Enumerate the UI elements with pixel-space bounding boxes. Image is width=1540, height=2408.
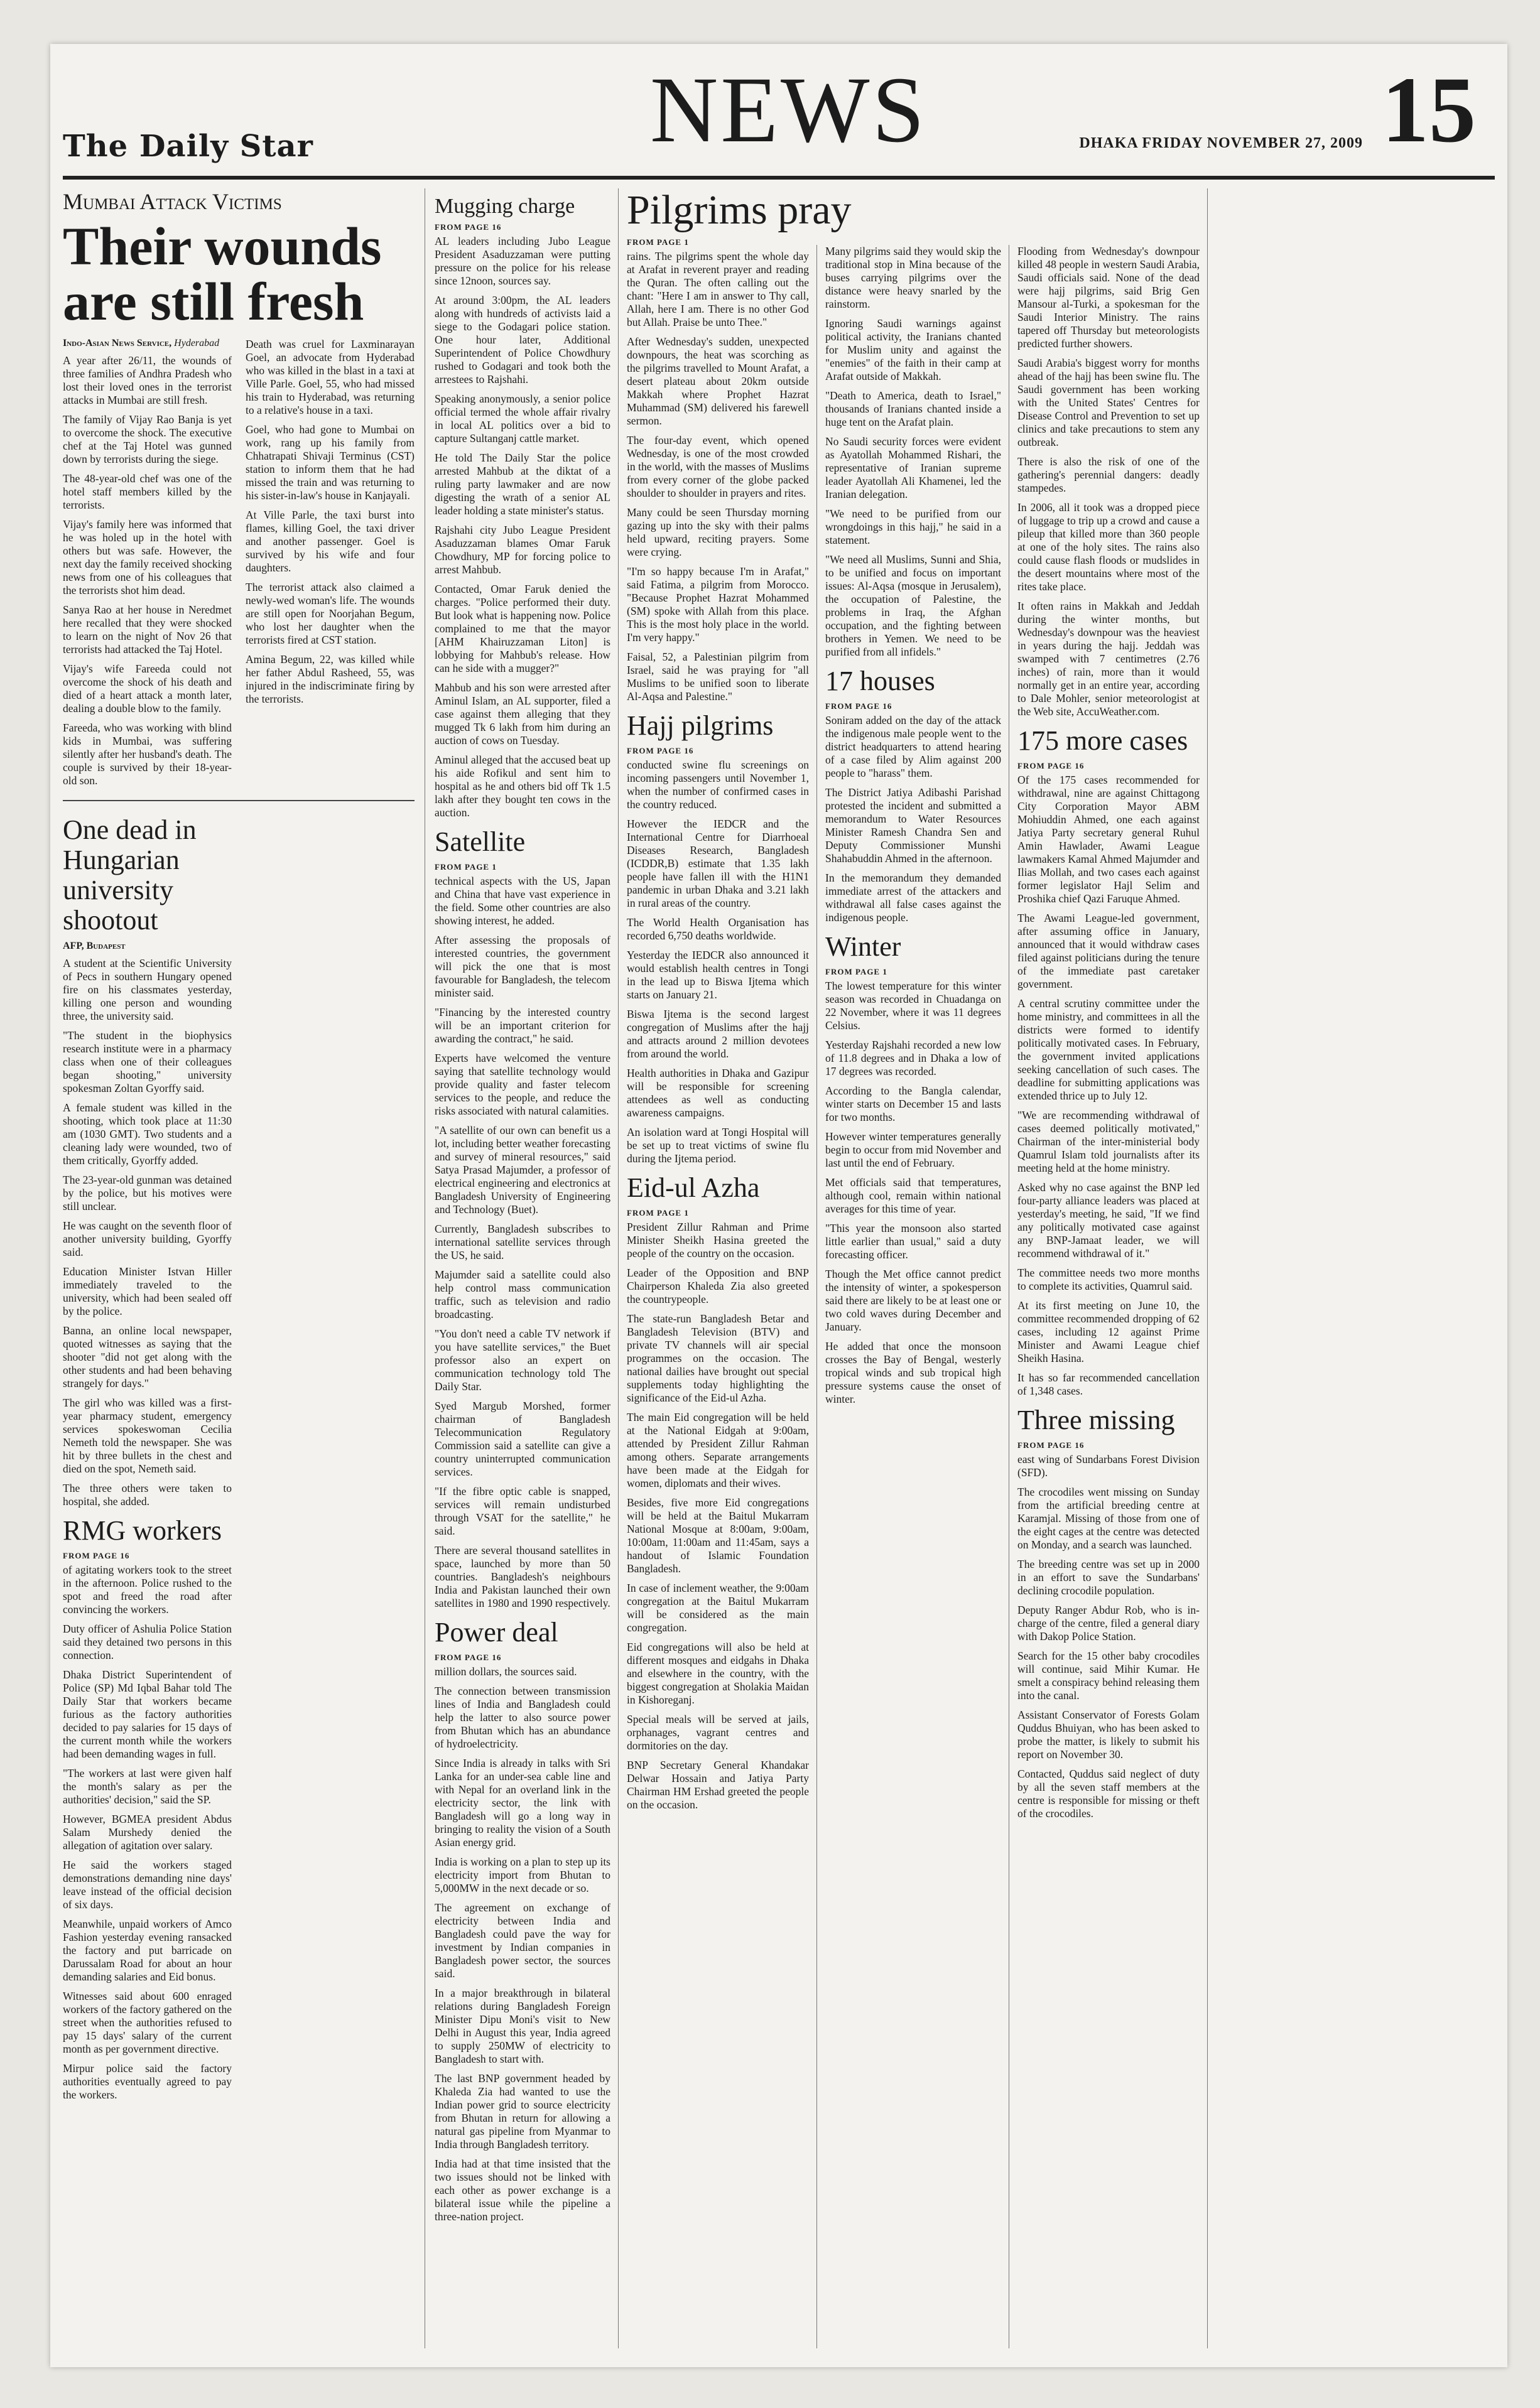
paragraph: The girl who was killed was a first-year pharmacy student, emergency services spokeswoman Cecilia Nemeth told the newspaper. She was hit by three bullets in the chest and died on the spot, Nemeth said. — [63, 1396, 232, 1475]
paragraph: of agitating workers took to the street in the afternoon. Police rushed to the spot and freed the road after convincing the workers. — [63, 1563, 232, 1616]
paragraph: The three others were taken to hospital, she added. — [63, 1482, 232, 1508]
from-page: FROM PAGE 16 — [627, 746, 694, 755]
paragraph: An isolation ward at Tongi Hospital will be set up to treat victims of swine flu during the Ijtema period. — [627, 1126, 809, 1165]
paragraph: At around 3:00pm, the AL leaders along with hundreds of activists laid a siege to the Godagari police station. One hour later, Additional Superintendent of Police Chowdhury rushed to Godagari and took both the arrestees to Rajshahi. — [435, 294, 610, 386]
paragraph: "We are recommending withdrawal of cases deemed politically motivated," Chairman of the inter-ministerial body Quamrul Islam told journalists after its meeting held at the home ministry. — [1017, 1109, 1200, 1174]
paragraph: Flooding from Wednesday's downpour killed 48 people in western Saudi Arabia, Saudi officials said. None of the dead were hajj pilgrims, said Brig Gen Mansour al-Turki, a spokesman for the Saudi Interior Ministry. The rains tapered off Thursday but meteorologists predicted further showers. — [1017, 245, 1200, 350]
paragraph: However winter temperatures generally begin to occur from mid November and last until the end of February. — [825, 1130, 1001, 1169]
paragraph: The main Eid congregation will be held at the National Eidgah at 9:00am, attended by President Zillur Rahman among others. Separate arrangements have been made at the Eidgah for women, diplomats and their wives. — [627, 1411, 809, 1489]
paragraph: Witnesses said about 600 enraged workers of the factory gathered on the street when the authorities refused to pay 15 days' salary of the current month as per government directive. — [63, 1990, 232, 2055]
paragraph: In the memorandum they demanded immediate arrest of the attackers and withdrawal all false cases against the indigenous people. — [825, 872, 1001, 924]
paragraph: The 48-year-old chef was one of the hotel staff members killed by the terrorists. — [63, 472, 232, 511]
paragraph: Special meals will be served at jails, orphanages, vagrant centres and dormitories on the day. — [627, 1713, 809, 1752]
dateline: DHAKA FRIDAY NOVEMBER 27, 2009 — [1079, 135, 1363, 151]
paragraph: Sanya Rao at her house in Neredmet here recalled that they were shocked to learn on the night of Nov 26 that terrorists had attacked the Taj Hotel. — [63, 603, 232, 656]
article-headline: One dead in Hungarian university shootout — [63, 814, 197, 936]
paragraph: The family of Vijay Rao Banja is yet to overcome the shock. The executive chef at the Taj Hotel was gunned down by terrorists during the siege. — [63, 413, 232, 465]
article-kicker: Mumbai Attack Victims — [63, 189, 282, 214]
paragraph: Search for the 15 other baby crocodiles will continue, said Mihir Kumar. He smelt a conspiracy behind releasing them into the canal. — [1017, 1649, 1200, 1702]
paragraph: Leader of the Opposition and BNP Chairperson Khaleda Zia also greeted the countrypeople. — [627, 1266, 809, 1305]
article-headline: Three missing — [1017, 1405, 1175, 1435]
paragraph: The Awami League-led government, after assuming office in January, announced that it would withdraw cases filed against politicians during the tenure of the immediate past caretaker government. — [1017, 912, 1200, 990]
paragraph: Many pilgrims said they would skip the traditional stop in Mina because of the buses carrying pilgrims over the distance were heavy snarled by the rainstorm. — [825, 245, 1001, 310]
paragraph: There is also the risk of one of the gathering's perennial dangers: deadly stampedes. — [1017, 455, 1200, 494]
paragraph: "This year the monsoon also started little earlier than usual," said a duty forecasting officer. — [825, 1222, 1001, 1261]
paragraph: Contacted, Omar Faruk denied the charges. "Police performed their duty. But look what is happening now. Police complained to me that the mayor [AHM Khairuzzaman Liton] is lobbying for Mahbub's release. How can he side with a mugger?" — [435, 583, 610, 674]
from-page: FROM PAGE 1 — [435, 862, 497, 872]
paragraph: Though the Met office cannot predict the intensity of winter, a spokesperson said there are likely to be at least one or two cold waves during December and January. — [825, 1268, 1001, 1333]
paragraph: east wing of Sundarbans Forest Division (SFD). — [1017, 1453, 1200, 1479]
paragraph: Faisal, 52, a Palestinian pilgrim from Israel, said he was praying for "all Muslims to be unified soon to liberate Al-Aqsa and Palestine." — [627, 651, 809, 703]
paragraph: Majumder said a satellite could also help control mass communication traffic, such as television and radio broadcasting. — [435, 1268, 610, 1320]
paragraph: India is working on a plan to step up its electricity import from Bhutan to 5,000MW in the next decade or so. — [435, 1855, 610, 1894]
paragraph: "The workers at last were given half the month's salary as per the authorities' decision," said the SP. — [63, 1767, 232, 1806]
paragraph: A student at the Scientific University of Pecs in southern Hungary opened fire on his classmates yesterday, killing one person and wounding three, the university said. — [63, 957, 232, 1022]
paragraph: Soniram added on the day of the attack the indigenous male people went to the district headquarters to attend hearing of a case filed by Alim against 200 people to "harass" them. — [825, 714, 1001, 779]
paragraph: At Ville Parle, the taxi burst into flames, killing Goel, the taxi driver and another passenger. Goel is survived by his wife and four daughters. — [246, 509, 415, 574]
paragraph: A year after 26/11, the wounds of three families of Andhra Pradesh who lost their loved ones in the terrorist attacks in Mumbai are still fresh. — [63, 354, 232, 406]
paragraph: President Zillur Rahman and Prime Minister Sheikh Hasina greeted the people of the country on the occasion. — [627, 1221, 809, 1260]
paragraph: At its first meeting on June 10, the committee recommended dropping of 62 cases, including 12 against Prime Minister and Awami League chief Sheikh Hasina. — [1017, 1299, 1200, 1364]
paragraph: The committee needs two more months to complete its activities, Quamrul said. — [1017, 1266, 1200, 1292]
paragraph: Eid congregations will also be held at different mosques and eidgahs in Dhaka and elsewhere in the country, with the biggest congregation at Sholakia Maidan in Kishoreganj. — [627, 1641, 809, 1706]
paragraph: million dollars, the sources said. — [435, 1665, 577, 1678]
article-byline: Indo-Asian News Service, Hyderabad — [63, 338, 220, 348]
paragraph: After Wednesday's sudden, unexpected downpours, the heat was scorching as the pilgrims travelled to Mount Arafat, a desert plateau about 20km outside Makkah where Prophet Hazrat Muhammad (SM) delivered his farewell sermon. — [627, 335, 809, 427]
paragraph: In a major breakthrough in bilateral relations during Bangladesh Foreign Minister Dipu Moni's visit to New Delhi in August this year, India agreed to supply 250MW of electricity to Bangladesh to start with. — [435, 1987, 610, 2065]
article-headline: Winter — [825, 931, 901, 962]
paragraph: "A satellite of our own can benefit us a lot, including better weather forecasting and survey of mineral resources," said Satya Prasad Majumder, a professor of electrical engineering and electronics at Bangladesh University of Engineering and Technology (Buet). — [435, 1124, 610, 1216]
paper-logo: The Daily Star — [63, 129, 313, 164]
paragraph: He added that once the monsoon crosses the Bay of Bengal, westerly tropical winds and sub tropical high pressure systems cause the onset of winter. — [825, 1340, 1001, 1405]
paragraph: The last BNP government headed by Khaleda Zia had wanted to use the Indian power grid to source electricity from Bhutan in return for allowing a natural gas pipeline from Myanmar to India through Bangladesh territory. — [435, 2072, 610, 2151]
paragraph: Banna, an online local newspaper, quoted witnesses as saying that the shooter "did not get along with the other students and had been behaving strangely for days." — [63, 1324, 232, 1390]
article-headline: Their wounds are still fresh — [63, 216, 382, 332]
paragraph: Mahbub and his son were arrested after Aminul Islam, an AL supporter, filed a case against them alleging that they mugged Tk 6 lakh from him during an auction of cows on Tuesday. — [435, 681, 610, 747]
paragraph: In 2006, all it took was a dropped piece of luggage to trip up a crowd and cause a pileup that killed more than 360 people at one of the holy sites. The rains also could cause flash floods or mudslides in the desert mountains where most of the rites take place. — [1017, 501, 1200, 593]
article-headline: 17 houses — [825, 666, 935, 696]
paragraph: Ignoring Saudi warnings against political activity, the Iranians chanted for Muslim unity and against the "enemies" of the faith in their camp at Arafat outside of Makkah. — [825, 317, 1001, 382]
paragraph: Yesterday Rajshahi recorded a new low of 11.8 degrees and in Dhaka a low of 17 degrees was recorded. — [825, 1039, 1001, 1077]
paragraph: "We need all Muslims, Sunni and Shia, to be unified and focus on important issues: Al-Aqsa (mosque in Jerusalem), the occupation of Palestine, the problems in Iraq, the Afghan occupation, and the fighting between brothers in Yemen. We need to be purified from all infidels." — [825, 553, 1001, 658]
article-headline: RMG workers — [63, 1515, 222, 1546]
paragraph: The breeding centre was set up in 2000 in an effort to save the Sundarbans' declining crocodile population. — [1017, 1558, 1200, 1597]
page-number: 15 — [1382, 58, 1476, 162]
article-headline: Satellite — [435, 826, 526, 857]
from-page: FROM PAGE 16 — [435, 1653, 502, 1662]
paragraph: conducted swine flu screenings on incoming passengers until November 1, when the number of confirmed cases in the country reduced. — [627, 759, 809, 811]
paragraph: However the IEDCR and the International Centre for Diarrhoeal Diseases Research, Bangladesh (ICDDR,B) estimate that 1.35 lakh people have fallen ill with the H1N1 pandemic in urban Dhaka and 3.21 lakh in rural areas of the country. — [627, 818, 809, 909]
article-headline: 175 more cases — [1017, 725, 1188, 756]
paragraph: "I'm so happy because I'm in Arafat," said Fatima, a pilgrim from Morocco. "Because Prophet Hazrat Mohammed (SM) spoke with Allah from this place. This is the most holy place in the world. I'm very happy." — [627, 565, 809, 644]
paragraph: Deputy Ranger Abdur Rob, who is in-charge of the centre, filed a general diary with Dakop Police Station. — [1017, 1604, 1200, 1643]
paragraph: The District Jatiya Adibashi Parishad protested the incident and submitted a memorandum to Water Resources Minister Ramesh Chandra Sen and Deputy Commissioner Munshi Shahabuddin Ahmed in the afternoon. — [825, 786, 1001, 865]
paragraph: Asked why no case against the BNP led four-party alliance leaders was placed at yesterday's meeting, he said, "If we find any politically motivated case against any BNP-Jamaat leader, we will recommend withdrawal of it." — [1017, 1181, 1200, 1260]
paragraph: He said the workers staged demonstrations demanding nine days' leave instead of the official decision of six days. — [63, 1859, 232, 1911]
paragraph: rains. The pilgrims spent the whole day at Arafat in reverent prayer and reading the Quran. The often calling out the chant: "Here I am in answer to Thy call, Allah, here I am. There is no other God but Allah. Praise be unto Thee." — [627, 250, 809, 328]
paragraph: "We need to be purified from our wrongdoings in this hajj," he said in a statement. — [825, 507, 1001, 546]
paragraph: Amina Begum, 22, was killed while her father Abdul Rasheed, 55, was injured in the indiscriminate firing by the terrorists. — [246, 653, 415, 705]
paragraph: Currently, Bangladesh subscribes to international satellite services through the US, he said. — [435, 1223, 610, 1261]
paragraph: The World Health Organisation has recorded 6,750 deaths worldwide. — [627, 916, 809, 942]
right-layer — [50, 44, 1507, 2367]
paragraph: The 23-year-old gunman was detained by the police, but his motives were still unclear. — [63, 1174, 232, 1212]
paragraph: Experts have welcomed the venture saying that satellite technology would provide quality and faster telecom services to the people, and reduce the risks associated with natural calamities. — [435, 1052, 610, 1117]
paragraph: There are several thousand satellites in space, launched by more than 50 countries. Bangladesh's neighbours India and Pakistan launched their own satellites in 1980 and 1990 respectively. — [435, 1544, 610, 1609]
paragraph: It has so far recommended cancellation of 1,348 cases. — [1017, 1371, 1200, 1397]
paragraph: Dhaka District Superintendent of Police (SP) Md Iqbal Bahar told The Daily Star that workers became furious as the factory authorities decided to pay salaries for 15 days of the current month while the workers had been demanding wages in full. — [63, 1668, 232, 1760]
article-byline: AFP, Budapest — [63, 941, 126, 951]
paragraph: Syed Margub Morshed, former chairman of Bangladesh Telecommunication Regulatory Commission said a satellite can give a country uninterrupted communication services. — [435, 1400, 610, 1478]
paragraph: Education Minister Istvan Hiller immediately traveled to the university, which had been sealed off by the police. — [63, 1265, 232, 1317]
paragraph: The state-run Bangladesh Betar and Bangladesh Television (BTV) and private TV channels will air special programmes on the occasion. The national dailies have brought out special supplements today highlighting the significance of the Eid-ul Azha. — [627, 1312, 809, 1404]
paragraph: AL leaders including Jubo League President Asaduzzaman were putting pressure on the police for his release since 12noon, sources say. — [435, 235, 610, 287]
paragraph: Met officials said that temperatures, although cool, remain within national averages for this time of year. — [825, 1176, 1001, 1215]
paragraph: Since India is already in talks with Sri Lanka for an under-sea cable line and with Nepal for an overland link in the electricity sector, the link with Bangladesh will go a long way in bringing to reality the vision of a South Asian energy grid. — [435, 1757, 610, 1849]
from-page: FROM PAGE 16 — [1017, 761, 1085, 770]
paragraph: Saudi Arabia's biggest worry for months ahead of the hajj has been swine flu. The Saudi government has been working with the United States' Centres for Disease Control and Prevention to set up clinics and take precautions to stem any outbreak. — [1017, 357, 1200, 448]
paragraph: Goel, who had gone to Mumbai on work, rang up his family from Chhatrapati Shivaji Terminus (CST) station to inform them that he had missed the train and was returning to his sister-in-law's house in Kanjayali. — [246, 423, 415, 502]
from-page: FROM PAGE 1 — [627, 1208, 689, 1217]
paragraph: "Death to America, death to Israel," thousands of Iranians chanted inside a huge tent on the Arafat plain. — [825, 389, 1001, 428]
paragraph: Biswa Ijtema is the second largest congregation of Muslims after the hajj and attracts around 2 million devotees from around the world. — [627, 1008, 809, 1060]
paragraph: Rajshahi city Jubo League President Asaduzzaman blames Omar Faruk Chowdhury, MP for forcing police to arrest Mahbub. — [435, 524, 610, 576]
paragraph: "You don't need a cable TV network if you have satellite services," the Buet professor also an expert on communication technology told The Daily Star. — [435, 1327, 610, 1393]
article-headline: Mugging charge — [435, 195, 575, 218]
paragraph: "If the fibre optic cable is snapped, services will remain undisturbed through VSAT for the satellite," he said. — [435, 1485, 610, 1537]
section-title: NEWS — [650, 58, 927, 162]
paragraph: Duty officer of Ashulia Police Station said they detained two persons in this connection. — [63, 1622, 232, 1661]
paragraph: In case of inclement weather, the 9:00am congregation at the Baitul Mukarram will be considered as the main congregation. — [627, 1582, 809, 1634]
paragraph: Speaking anonymously, a senior police official termed the whole affair rivalry in local AL politics over a bid to capture Sultanganj cattle market. — [435, 392, 610, 445]
paragraph: He told The Daily Star the police arrested Mahbub at the diktat of a ruling party lawmaker and are now digesting the wrath of a senior AL leader holding a state minister's status. — [435, 451, 610, 517]
article-headline: Pilgrims pray — [627, 187, 852, 233]
paragraph: He was caught on the seventh floor of another university building, Gyorffy said. — [63, 1219, 232, 1258]
paragraph: "Financing by the interested country will be an important criterion for awarding the contract," he said. — [435, 1006, 610, 1045]
paragraph: The crocodiles went missing on Sunday from the artificial breeding centre at Karamjal. Missing of those from one of the eight cages at the centre was detected on Monday, and a search was launched. — [1017, 1486, 1200, 1551]
paragraph: Aminul alleged that the accused beat up his aide Rofikul and sent him to hospital as he and others bid off Tk 1.5 lakh after they bought ten cows in the auction. — [435, 753, 610, 819]
paragraph: The connection between transmission lines of India and Bangladesh could help the latter to also source power from Bhutan which has an abundance of hydroelectricity. — [435, 1685, 610, 1750]
paragraph: A central scrutiny committee under the home ministry, and committees in all the districts were formed to identify politically motivated cases. In February, the government invited applications seeking cancellation of such cases. The deadline for submitting applications was extended thrice up to July 12. — [1017, 997, 1200, 1102]
paragraph: Health authorities in Dhaka and Gazipur will be responsible for screening attendees as well as conducting awareness campaigns. — [627, 1067, 809, 1119]
paragraph: Vijay's wife Fareeda could not overcome the shock of his death and died of a heart attack a month later, dealing a double blow to the family. — [63, 662, 232, 715]
paragraph: The agreement on exchange of electricity between India and Bangladesh could pave the way for investment by Indian companies in Bangladesh power sector, the sources said. — [435, 1901, 610, 1980]
paragraph: It often rains in Makkah and Jeddah during the winter months, but Wednesday's downpour was the heaviest in years during the hajj. Jeddah was swamped with 7 centimetres (2.76 inches) of rain, more than it would normally get in an entire year, according to Dale Mohler, senior meteorologist at the Web site, AccuWeather.com. — [1017, 600, 1200, 718]
paragraph: No Saudi security forces were evident as Ayatollah Mohammed Rishari, the representative of Iranian supreme leader Ayatollah Ali Khamenei, led the Iranian delegation. — [825, 435, 1001, 500]
paragraph: India had at that time insisted that the two issues should not be linked with each other as power exchange is a bilateral issue while the pipeline a three-nation project. — [435, 2157, 610, 2223]
paragraph: According to the Bangla calendar, winter starts on December 15 and lasts for two months. — [825, 1084, 1001, 1123]
paragraph: Fareeda, who was working with blind kids in Mumbai, was suffering silently after her husband's death. The couple is survived by their 18-year-old son. — [63, 721, 232, 787]
paragraph: Meanwhile, unpaid workers of Amco Fashion yesterday evening ransacked the factory and put barricade on Darussalam Road for about an hour demanding salaries and Eid bonus. — [63, 1918, 232, 1983]
paragraph: Death was cruel for Laxminarayan Goel, an advocate from Hyderabad who was killed in the blast in a taxi at Ville Parle. Goel, 55, who had missed his train to Hyderabad, was returning to a relative's house in a taxi. — [246, 338, 415, 416]
paragraph: Contacted, Quddus said neglect of duty by all the seven staff members at the centre is responsible for missing or theft of the crocodiles. — [1017, 1768, 1200, 1820]
from-page: FROM PAGE 1 — [825, 967, 887, 976]
paragraph: Assistant Conservator of Forests Golam Quddus Bhuiyan, who has been asked to probe the matter, is likely to submit his report on November 30. — [1017, 1709, 1200, 1761]
article-headline: Power deal — [435, 1617, 558, 1648]
article-headline: Hajj pilgrims — [627, 710, 774, 741]
paragraph: After assessing the proposals of interested countries, the government will pick the one that is most favourable for Bangladesh, the telecom minister said. — [435, 934, 610, 999]
from-page: FROM PAGE 1 — [627, 237, 689, 247]
paragraph: The terrorist attack also claimed a newly-wed woman's life. The wounds are still open for Noorjahan Begum, who lost her daughter when the terrorists fired at CST station. — [246, 581, 415, 646]
paragraph: However, BGMEA president Abdus Salam Murshedy denied the allegation of agitation over salary. — [63, 1813, 232, 1852]
from-page: FROM PAGE 16 — [435, 222, 502, 232]
paragraph: Of the 175 cases recommended for withdrawal, nine are against Chittagong City Corporation Mayor ABM Mohiuddin Ahmed, one each against Jatiya Party secretary general Ruhul Amin Hawlader, Awami League lawmakers Kamal Ahmed Majumder and Ilias Mollah, and two cases each against former legislator Hajl Selim and Proshika chief Qazi Faruque Ahmed. — [1017, 774, 1200, 905]
paragraph: A female student was killed in the shooting, which took place at 11:30 am (1030 GMT). Two students and a cleaning lady were wounded, two of them critically, Gyorffy added. — [63, 1101, 232, 1167]
paragraph: Yesterday the IEDCR also announced it would establish health centres in Tongi in the lead up to Biswa Ijtema which starts on January 21. — [627, 949, 809, 1001]
paragraph: BNP Secretary General Khandakar Delwar Hossain and Jatiya Party Chairman HM Ershad greeted the people on the occasion. — [627, 1759, 809, 1811]
article-headline: Eid-ul Azha — [627, 1172, 760, 1203]
from-page: FROM PAGE 16 — [1017, 1440, 1085, 1450]
paragraph: The lowest temperature for this winter season was recorded in Chuadanga on 22 November, where it was 11 degrees Celsius. — [825, 980, 1001, 1032]
paragraph: Many could be seen Thursday morning gazing up into the sky with their palms held upward, reciting prayers. Some were crying. — [627, 506, 809, 558]
paragraph: technical aspects with the US, Japan and China that have vast experience in the field. Some other countries are also showing interest, he added. — [435, 875, 610, 927]
paragraph: Vijay's family here was informed that he was holed up in the hotel with others but was safe. However, the next day the family received shocking news from one of his colleagues that the terrorists shot him dead. — [63, 518, 232, 597]
from-page: FROM PAGE 16 — [63, 1551, 130, 1560]
paragraph: Mirpur police said the factory authorities eventually agreed to pay the workers. — [63, 2062, 232, 2101]
paragraph: The four-day event, which opened Wednesday, is one of the most crowded in the world, with the masses of Muslims from every corner of the globe packed shoulder to shoulder in prayers and rites. — [627, 434, 809, 499]
paragraph: "The student in the biophysics research institute were in a pharmacy class when one of their colleagues began shooting," university spokesman Zoltan Gyorffy said. — [63, 1029, 232, 1094]
paragraph: Besides, five more Eid congregations will be held at the Baitul Mukarram National Mosque at 8:00am, 9:00am, 10:00am, 11:00am and 11:45am, says a handout of Islamic Foundation Bangladesh. — [627, 1496, 809, 1575]
from-page: FROM PAGE 16 — [825, 701, 892, 711]
